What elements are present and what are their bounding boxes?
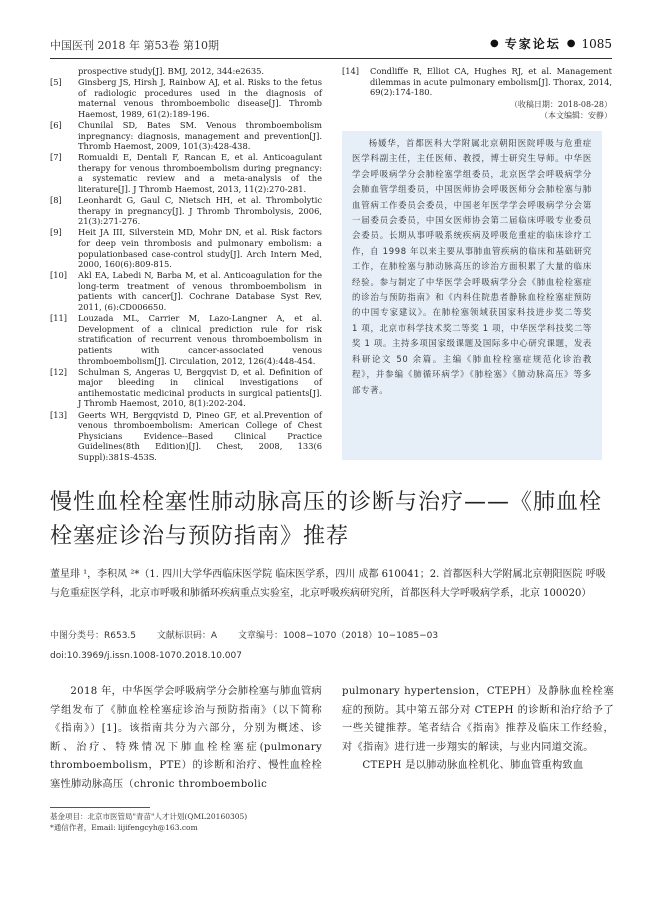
article-title: 慢性血栓栓塞性肺动脉高压的诊断与治疗——《肺血栓栓塞症诊治与预防指南》推荐 xyxy=(50,490,603,549)
received-date: （收稿日期：2018-08-28） xyxy=(509,100,612,109)
column-name: 专家论坛 xyxy=(504,37,561,51)
body-column-left xyxy=(50,683,322,794)
reference-item: [14] Condliffe R, Elliot CA, Hughes RJ, et al. Management dilemmas in acute pulmonary embolism[J]. Thorax, 2014, 69(2):174-180. xyxy=(342,66,612,98)
page-number: 1085 xyxy=(581,36,612,51)
body-paragraph: pulmonary hypertension，CTEPH）及静脉血栓栓塞症的预防。其中第五部分对 CTEPH 的诊断和治疗给予了一些关键推荐。笔者结合《指南》推荐及临床工作经验，对《指南》进行进一步翔实的解读，与业内同道交流。 xyxy=(342,686,614,753)
footnotes xyxy=(50,811,247,833)
author-affiliations: 董星琲 ¹，李积凤 ²*（1. 四川大学华西临床医学院 临床医学系，四川 成都 610041；2. 首都医科大学附属北京朝阳医院 呼吸与危重症医学科，北京市呼吸和肺循环疾病重点实验室，北京呼吸疾病研究所，首都医科大学呼吸病学系，北京 100020） xyxy=(50,569,606,599)
reference-item: [11] Louzada ML, Carrier M, Lazo-Langner A, et al. Development of a clinical prediction rule for risk stratification of recurrent venous thromboembolism in patients with cancer-associated venous thromboembolism[J]. Circulation, 2012, 126(4):448-454. xyxy=(50,313,322,366)
reference-item: [5] Ginsberg JS, Hirsh J, Rainbow AJ, et al. Risks to the fetus of radiologic procedures used in the diagnosis of maternal venous thromboembolic disease[J]. Thromb Haemost, 1989, 61(2):189-196. xyxy=(50,77,322,119)
doi: doi:10.3969/j.issn.1008-1070.2018.10.007 xyxy=(50,651,242,661)
article-number: 文章编号：1008−1070（2018）10−1085−03 xyxy=(237,631,439,641)
reference-item: prospective study[J]. BMJ, 2012, 344:e2635. xyxy=(78,66,265,76)
bullet-icon: ● xyxy=(489,38,499,49)
body-paragraph: CTEPH 是以肺动脉血栓机化、肺血管重构致血 xyxy=(362,760,584,771)
clc-number: 中图分类号：R653.5 xyxy=(50,631,137,641)
reference-item: [9] Heit JA III, Silverstein MD, Mohr DN, et al. Risk factors for deep vein thrombosis and pulmonary embolism: a populationbased case-control study[J]. Arch Intern Med, 2000, 160(6):809-815. xyxy=(50,227,322,270)
document-code: 文献标识码：A xyxy=(156,631,218,641)
reference-item: [7] Romualdi E, Dentali F, Rancan E, et al. Anticoagulant therapy for venous thromboembolism during pregnancy: a systematic review and a meta-analysis of the literature[J]. J Thromb Haemost, 2013, 11(2):270-281. xyxy=(50,152,322,195)
header-rule xyxy=(50,58,612,59)
reference-item: [13] Geerts WH, Bergqvistd D, Pineo GF, et al.Prevention of venous thromboembolism: American College of Chest Physicians Evidence--Based Clinical Practice Guidelines(8th Edition)[J]. Chest, 2008, 133(6 Suppl):381S-453S. xyxy=(50,409,322,462)
reference-item: [8] Leonhardt G, Gaul C, Nietsch HH, et al. Thrombolytic therapy in pregnancy[J]. J Thromb Thrombolysis, 2006, 21(3):271-276. xyxy=(50,195,322,227)
article-meta xyxy=(50,628,615,641)
reference-item: [12] Schulman S, Angeras U, Bergqvist D, et al. Definition of major bleeding in clinical investigations of antihemostatic medicinal products in surgical patients[J]. J Thromb Haemost, 2010, 8(1):202-204. xyxy=(50,366,322,409)
body-column-right xyxy=(342,683,614,776)
reference-item: [10] Akl EA, Labedi N, Barba M, et al. Anticoagulation for the long-term treatment of venous thromboembolism in patients with cancer[J]. Cochrane Database Syst Rev, 2011, (6):CD006650. xyxy=(50,270,322,313)
footnote-rule xyxy=(50,807,150,808)
reference-item: [6] Chunilal SD, Bates SM. Venous thromboembolism inpregnancy: diagnosis, management and prevention[J]. Thromb Haemost, 2009, 101(3):428-438. xyxy=(50,119,322,152)
journal-header: 中国医刊 2018 年 第53卷 第10期 xyxy=(50,39,219,52)
received-info xyxy=(342,99,612,121)
references-left xyxy=(50,66,322,463)
references-right xyxy=(342,66,612,98)
column-header xyxy=(490,35,612,52)
author-bio-box xyxy=(342,131,602,460)
body-paragraph: 2018 年，中华医学会呼吸病学分会肺栓塞与肺血管病学组发布了《肺血栓栓塞症诊治与预防指南》（以下简称《指南》）[1]。该指南共分为六部分，分别为概述、诊断、治疗、特殊情况下肺血栓栓塞症(pulmonary thromboembolism，PTE）的诊断和治疗、慢性血栓栓塞性肺动脉高压（chronic thromboembolic xyxy=(50,686,322,790)
author-bio-text: 杨媛华，首都医科大学附属北京朝阳医院呼吸与危重症医学科副主任，主任医师、教授，博士研究生导师。中华医学会呼吸病学分会肺栓塞学组委员，北京医学会呼吸病学分会肺血管学组委员，中国医师协会呼吸医师分会肺栓塞与肺血管病工作委员会委员，中国老年医学学会呼吸病学分会第一届委员会委员，中国女医师协会第二届临床呼吸专业委员会委员。长期从事呼吸系统疾病及呼吸危重症的临床诊疗工作，自 1998 年以来主要从事肺血管疾病的临床和基础研究工作，在肺栓塞与肺动脉高压的诊治方面积累了大量的临床经验。参与制定了中华医学会呼吸病学分会《肺血栓栓塞症的诊治与预防指南》和《内科住院患者静脉血栓栓塞症预防的中国专家建议》。在肺栓塞领域获国家科技进步奖二等奖 1 项，北京市科学技术奖二等奖 1 项，中华医学科技奖二等奖 1 项。主持多项国家级课题及国际多中心研究课题，发表科研论文 50 余篇。主编《肺血栓栓塞症规范化诊治教程》，并参编《肺循环病学》《肺栓塞》《肺动脉高压》等多部专著。 xyxy=(352,138,592,395)
bullet-icon: ● xyxy=(566,38,576,49)
correspondence-note: *通信作者，Email: lijifengcyh@163.com xyxy=(50,823,198,832)
funding-note: 基金项目：北京市医管局"青苗"人才计划(QML20160305) xyxy=(50,812,248,821)
editor-note: （本文编辑：安静） xyxy=(540,111,612,120)
